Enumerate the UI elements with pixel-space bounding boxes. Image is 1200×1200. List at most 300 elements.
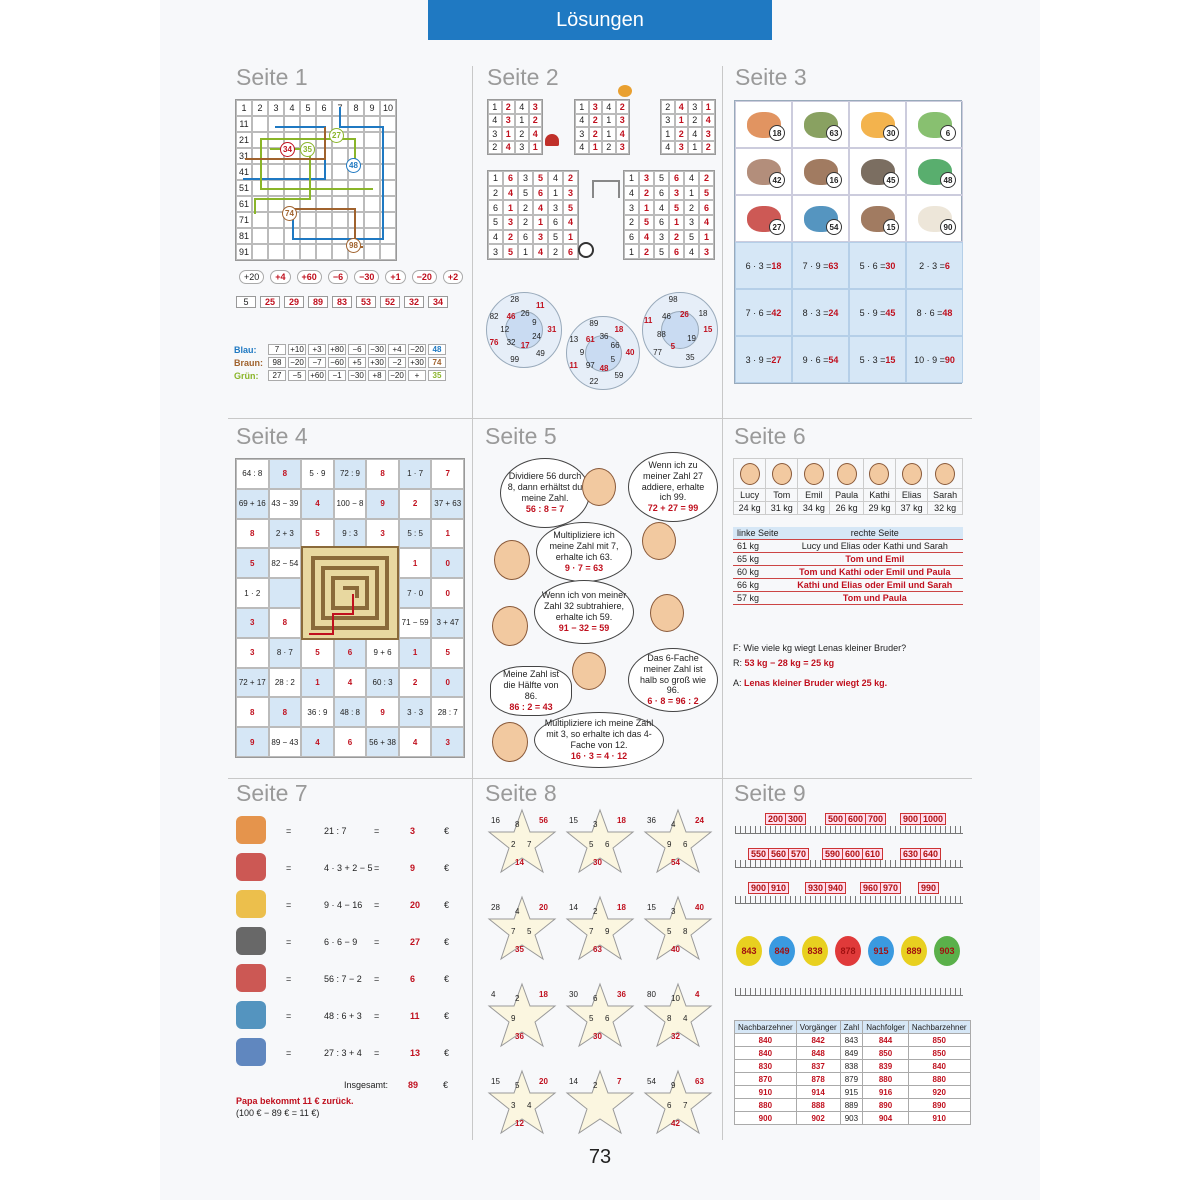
number-wheel: [486, 292, 562, 368]
number-line-answer: 930: [805, 882, 826, 894]
sudoku-cell: 2: [602, 141, 616, 155]
left-weight: 57 kg: [733, 592, 787, 605]
animal-number: 54: [826, 219, 842, 235]
maze-cell: 1: [301, 668, 334, 698]
maze-cell: 2: [399, 668, 432, 698]
sudoku-cell: 5: [669, 200, 684, 215]
chain-box: 29: [284, 296, 304, 308]
circled-number: 98: [346, 238, 361, 253]
grid-cell: 5: [300, 100, 316, 116]
section-title: Seite 6: [734, 423, 806, 449]
wheel-number: 17: [520, 341, 530, 351]
kid-face: [772, 463, 792, 485]
number-line-answer: 630: [900, 848, 921, 860]
star-number: 10: [671, 994, 680, 1003]
operation-chip: +4: [270, 270, 290, 284]
legend-cell: −30: [348, 370, 366, 381]
table-row: [733, 592, 963, 605]
legend-cell: −20: [408, 344, 426, 355]
sudoku-cell: 5: [488, 215, 503, 230]
price-row: [236, 962, 456, 994]
kid-weight: 31 kg: [766, 502, 798, 515]
maze-cell: 8: [366, 459, 399, 489]
sudoku-cell: 1: [688, 141, 702, 155]
sudoku-cell: 1: [529, 141, 543, 155]
number-line-answer: 560: [768, 848, 789, 860]
balloon: 849: [769, 936, 795, 966]
equation-result: 63: [828, 260, 839, 271]
legend-cell: +4: [388, 344, 406, 355]
child-portrait: [494, 540, 530, 580]
maze-cell: 7: [431, 459, 464, 489]
sudoku-cell: 6: [518, 230, 533, 245]
grid-cell: 6: [316, 100, 332, 116]
table-cell: 880: [863, 1073, 909, 1086]
star-number: 36: [617, 990, 626, 999]
equation-text: 7 · 9 =: [802, 260, 829, 271]
chain-box: 25: [260, 296, 280, 308]
legend-cell: 35: [428, 370, 446, 381]
operation-chip: −6: [328, 270, 348, 284]
equation-text: 3 · 9 =: [745, 354, 772, 365]
sudoku-cell: 4: [661, 141, 675, 155]
operation-chain: [239, 270, 463, 284]
maze-cell: 3: [236, 608, 269, 638]
animal-cell: [906, 148, 963, 195]
grid-cell: 81: [236, 228, 252, 244]
maze-cell: 5: [431, 638, 464, 668]
sudoku-cell: 5: [639, 215, 654, 230]
wheel-number: 97: [585, 360, 595, 370]
grid-cell: 11: [236, 116, 252, 132]
number-line-answer: 610: [862, 848, 883, 860]
equation-result: 42: [771, 307, 782, 318]
sudoku-grid: [487, 170, 579, 260]
star-number: 24: [695, 816, 704, 825]
maze-cell: 0: [431, 578, 464, 608]
sudoku-cell: 3: [624, 200, 639, 215]
price-row: [236, 888, 456, 920]
circled-number: 27: [329, 128, 344, 143]
equation-text: 2 · 3 =: [919, 260, 945, 271]
maze-cell: 69 + 16: [236, 489, 269, 519]
grid-cell: 10: [380, 100, 396, 116]
star-number: 54: [671, 858, 680, 867]
grid-cell: 31: [236, 148, 252, 164]
wheel-number: 31: [547, 325, 557, 334]
maze-cell: 5: [236, 548, 269, 578]
total-value: 89: [408, 1080, 419, 1090]
table-header: Nachbarzehner: [735, 1021, 797, 1034]
wheel-number: 19: [687, 334, 696, 344]
balloon: 915: [868, 936, 894, 966]
table-row: [733, 566, 963, 579]
sudoku-cell: 2: [639, 244, 654, 259]
star-puzzle: [641, 1069, 721, 1139]
equation-cell: [849, 242, 906, 289]
table-cell: 890: [863, 1099, 909, 1112]
maze-cell: 64 : 8: [236, 459, 269, 489]
star-number: 9: [667, 840, 672, 849]
price-expression: 21 : 7: [324, 826, 347, 836]
wheel-number: 32: [506, 338, 516, 348]
star-number: 6: [605, 840, 610, 849]
maze-cell: 1: [399, 638, 432, 668]
animal-number: 90: [940, 219, 956, 235]
maze-cell: 1 · 7: [399, 459, 432, 489]
star-number: 14: [515, 858, 524, 867]
maze-cell: 3: [431, 727, 464, 757]
maze-cell: 28 : 2: [269, 668, 302, 698]
operation-chip: +60: [297, 270, 322, 284]
wheel-number: 24: [532, 332, 541, 342]
equation-result: 90: [944, 354, 955, 365]
table-cell: 870: [735, 1073, 797, 1086]
euro-sign: €: [444, 974, 450, 984]
grid-cell: 2: [252, 100, 268, 116]
star-number: 6: [683, 840, 688, 849]
sudoku-cell: 4: [533, 200, 548, 215]
sudoku-cell: 3: [684, 215, 699, 230]
kids-weight-table: [733, 458, 963, 515]
equation-text: 5 · 3 =: [859, 354, 886, 365]
maze-cell: 3 + 47: [431, 608, 464, 638]
animal-cell: [906, 101, 963, 148]
equals-sign: =: [286, 863, 292, 873]
wheel-number: 13: [569, 335, 579, 345]
price-row: [236, 1036, 456, 1068]
table-cell: 880: [908, 1073, 970, 1086]
wheel-number: 9: [532, 317, 537, 327]
sudoku-cell: 1: [702, 100, 716, 114]
euro-sign: €: [444, 1048, 450, 1058]
kid-weight: 29 kg: [863, 502, 895, 515]
star-number: 36: [515, 1032, 524, 1041]
animal-number: 6: [940, 125, 956, 141]
animal-number: 16: [826, 172, 842, 188]
price-expression: 56 : 7 − 2: [324, 974, 362, 984]
sudoku-cell: 6: [488, 200, 503, 215]
table-cell: 840: [908, 1060, 970, 1073]
legend-cell: +60: [308, 370, 326, 381]
wheel-number: 18: [614, 324, 624, 334]
sudoku-cell: 6: [624, 230, 639, 245]
table-cell: 890: [908, 1099, 970, 1112]
equals-sign: =: [286, 900, 292, 910]
sudoku-cell: 3: [616, 114, 630, 128]
equation-result: 27: [771, 354, 782, 365]
sudoku-cell: 3: [518, 171, 533, 186]
speech-bubble: Das 6-Fache meiner Zahl ist halb so groß wie 96. 6 · 8 = 96 : 2: [628, 648, 718, 712]
goal-icon: [592, 180, 620, 198]
table-row: [735, 1047, 971, 1060]
number-line-answer: 970: [880, 882, 901, 894]
maze-cell: 72 + 17: [236, 668, 269, 698]
section-title: Seite 5: [485, 423, 557, 449]
star-number: 3: [593, 820, 598, 829]
sudoku-cell: 1: [669, 215, 684, 230]
maze-cell: 2 + 3: [269, 519, 302, 549]
sudoku-cell: 3: [488, 244, 503, 259]
price-result: 27: [410, 937, 421, 947]
maze-cell: 9: [366, 697, 399, 727]
kid-portrait: [928, 459, 963, 489]
maze-cell: 6: [334, 727, 367, 757]
maze-cell: 3: [366, 519, 399, 549]
star-number: 28: [491, 903, 500, 912]
equation-cell: [906, 242, 963, 289]
number-line-answer: 700: [865, 813, 886, 825]
sudoku-cell: 4: [684, 171, 699, 186]
table-cell: 900: [735, 1112, 797, 1125]
star-number: 6: [593, 994, 598, 1003]
grid-cell: 41: [236, 164, 252, 180]
wheel-number: 46: [662, 312, 671, 322]
child-portrait: [492, 722, 528, 762]
sudoku-cell: 5: [533, 171, 548, 186]
sudoku-cell: 1: [624, 171, 639, 186]
star-number: 30: [569, 990, 578, 999]
animal-number: 42: [769, 172, 785, 188]
grid-cell: 91: [236, 244, 252, 260]
maze-cell: 9 : 3: [334, 519, 367, 549]
star-puzzle: [641, 808, 721, 878]
number-line-answer: 550: [748, 848, 769, 860]
star-number: 5: [589, 840, 594, 849]
legend-cell: +10: [288, 344, 306, 355]
table-cell: 848: [796, 1047, 840, 1060]
section-title: Seite 3: [735, 64, 807, 90]
section-title: Seite 1: [236, 64, 308, 90]
sudoku-cell: 3: [589, 100, 603, 114]
wheel-number: 28: [510, 295, 520, 305]
sudoku-grid: [574, 99, 630, 155]
animal-cell: [849, 148, 906, 195]
color-legend: [234, 344, 446, 383]
star-puzzle: [563, 808, 643, 878]
maze-cell: 28 : 7: [431, 697, 464, 727]
sudoku-cell: 4: [502, 141, 516, 155]
table-header: Nachbarzehner: [908, 1021, 970, 1034]
wheel-number: 61: [585, 335, 595, 345]
star-number: 54: [647, 1077, 656, 1086]
price-result: 11: [410, 1011, 420, 1021]
star-number: 8: [667, 1014, 672, 1023]
maze-cell: 36 : 9: [301, 697, 334, 727]
equals-sign: =: [374, 1011, 380, 1021]
star-number: 63: [593, 945, 602, 954]
maze-cell: 8: [269, 608, 302, 638]
maze-cell: 5 : 5: [399, 519, 432, 549]
sudoku-cell: 1: [661, 127, 675, 141]
sudoku-cell: 3: [529, 100, 543, 114]
kid-name: Elias: [896, 489, 928, 502]
sudoku-cell: 2: [699, 171, 714, 186]
star-number: 9: [605, 927, 610, 936]
item-icon: [236, 1038, 266, 1066]
legend-cell: 7: [268, 344, 286, 355]
sudoku-cell: 4: [488, 114, 502, 128]
equation-cell: [792, 289, 849, 336]
sudoku-cell: 4: [548, 171, 563, 186]
sudoku-cell: 4: [503, 186, 518, 201]
equals-sign: =: [286, 826, 292, 836]
item-icon: [236, 890, 266, 918]
equation-text: 5 · 6 =: [859, 260, 886, 271]
star-number: 8: [515, 820, 520, 829]
star-number: 36: [647, 816, 656, 825]
star-number: 4: [683, 1014, 688, 1023]
maze-cell: 89 − 43: [269, 727, 302, 757]
kid-weight: 26 kg: [830, 502, 863, 515]
equals-sign: =: [374, 863, 380, 873]
sudoku-cell: 2: [616, 100, 630, 114]
table-cell: 916: [863, 1086, 909, 1099]
section-title: Seite 7: [236, 780, 308, 806]
mushroom-icon: [545, 134, 559, 146]
table-row: [735, 1099, 971, 1112]
child-portrait: [492, 606, 528, 646]
maze-cell: 100 − 8: [334, 489, 367, 519]
table-cell: 844: [863, 1034, 909, 1047]
legend-cell: −20: [388, 370, 406, 381]
maze-cell: 4: [399, 727, 432, 757]
star-number: 14: [569, 1077, 578, 1086]
price-expression: 9 · 4 − 16: [324, 900, 363, 910]
maze-cell: 2: [399, 489, 432, 519]
equals-sign: =: [286, 1048, 292, 1058]
wheel-number: 15: [703, 325, 713, 334]
maze-cell: 3 · 3: [399, 697, 432, 727]
kid-weight: 24 kg: [734, 502, 766, 515]
number-line-answer: 570: [788, 848, 809, 860]
euro-sign: €: [443, 1080, 449, 1090]
table-cell: 888: [796, 1099, 840, 1112]
equation-result: 48: [942, 307, 953, 318]
speech-bubble: Dividiere 56 durch 8, dann erhältst du meine Zahl. 56 : 8 = 7: [500, 458, 590, 528]
sudoku-cell: 6: [654, 186, 669, 201]
sudoku-cell: 1: [602, 127, 616, 141]
equals-sign: =: [286, 974, 292, 984]
star-number: 4: [527, 1101, 532, 1110]
sudoku-cell: 2: [589, 127, 603, 141]
animal-number: 48: [940, 172, 956, 188]
table-row: [735, 1073, 971, 1086]
legend-cell: −30: [368, 344, 386, 355]
change-calc: (100 € − 89 € = 11 €): [236, 1108, 320, 1118]
legend-label: Grün:: [234, 370, 259, 381]
equals-sign: =: [374, 826, 380, 836]
kid-name: Paula: [830, 489, 863, 502]
left-weight: 60 kg: [733, 566, 787, 579]
operation-chip: +1: [385, 270, 405, 284]
wheel-number: 88: [656, 329, 666, 339]
star-number: 4: [491, 990, 496, 999]
sudoku-cell: 1: [503, 200, 518, 215]
maze-cell: 82 − 54: [269, 548, 302, 578]
star-number: 7: [527, 840, 532, 849]
maze-cell: 4: [301, 727, 334, 757]
star-number: 4: [671, 820, 676, 829]
table-row: [733, 579, 963, 592]
star-number: 5: [527, 927, 532, 936]
star-puzzle: [485, 808, 565, 878]
maze-cell: 37 + 63: [431, 489, 464, 519]
right-combination: Tom und Kathi oder Emil und Paula: [787, 566, 963, 579]
star-puzzle: [641, 895, 721, 965]
sudoku-cell: 1: [533, 215, 548, 230]
table-cell: 903: [840, 1112, 863, 1125]
path-overlay: [235, 99, 397, 261]
sudoku-cell: 3: [515, 141, 529, 155]
wheel-number: 66: [610, 340, 620, 350]
right-combination: Tom und Paula: [787, 592, 963, 605]
sudoku-cell: 2: [518, 200, 533, 215]
sudoku-cell: 5: [684, 230, 699, 245]
sudoku-cell: 2: [518, 215, 533, 230]
right-combination: Lucy und Elias oder Kathi und Sarah: [787, 540, 963, 553]
legend-row: [234, 370, 446, 381]
wheel-number: 89: [589, 319, 599, 329]
sudoku-cell: 6: [669, 171, 684, 186]
maze-cell: 7 · 0: [399, 578, 432, 608]
chain-box: 32: [404, 296, 424, 308]
table-header: Vorgänger: [796, 1021, 840, 1034]
star-puzzle: [563, 895, 643, 965]
equation-text: 7 · 6 =: [745, 307, 772, 318]
star-number: 18: [539, 990, 548, 999]
wheel-number: 11: [569, 360, 578, 370]
sudoku-cell: 1: [563, 230, 578, 245]
star-number: 5: [667, 927, 672, 936]
sudoku-cell: 1: [488, 100, 502, 114]
sudoku-cell: 1: [518, 244, 533, 259]
wheel-number: 48: [599, 363, 609, 373]
wheel-number: 49: [535, 348, 545, 358]
kid-face: [869, 463, 889, 485]
sudoku-cell: 2: [488, 141, 502, 155]
wheel-number: 82: [489, 311, 499, 321]
table-cell: 850: [908, 1034, 970, 1047]
equals-sign: =: [374, 900, 380, 910]
kid-portrait: [863, 459, 895, 489]
legend-cell: +80: [328, 344, 346, 355]
chain-box: 34: [428, 296, 448, 308]
equation-result: 15: [885, 354, 896, 365]
price-expression: 27 : 3 + 4: [324, 1048, 362, 1058]
table-header: linke Seite: [733, 527, 787, 540]
maze-lines: [303, 548, 397, 638]
maze-cell: 43 − 39: [269, 489, 302, 519]
table-cell: 904: [863, 1112, 909, 1125]
section-title: Seite 2: [487, 64, 559, 90]
maze-cell: 0: [431, 668, 464, 698]
sudoku-cell: 1: [684, 186, 699, 201]
number-wheel: [566, 316, 640, 390]
sudoku-cell: 6: [503, 171, 518, 186]
star-number: 15: [491, 1077, 500, 1086]
euro-sign: €: [444, 863, 450, 873]
star-number: 6: [605, 1014, 610, 1023]
kid-weight: 32 kg: [928, 502, 963, 515]
item-icon: [236, 1001, 266, 1029]
maze-cell: 9: [366, 489, 399, 519]
sudoku-cell: 3: [548, 200, 563, 215]
section-title: Seite 8: [485, 780, 557, 806]
soccer-ball-icon: [578, 242, 594, 258]
legend-cell: 98: [268, 357, 286, 368]
price-row: [236, 851, 456, 883]
